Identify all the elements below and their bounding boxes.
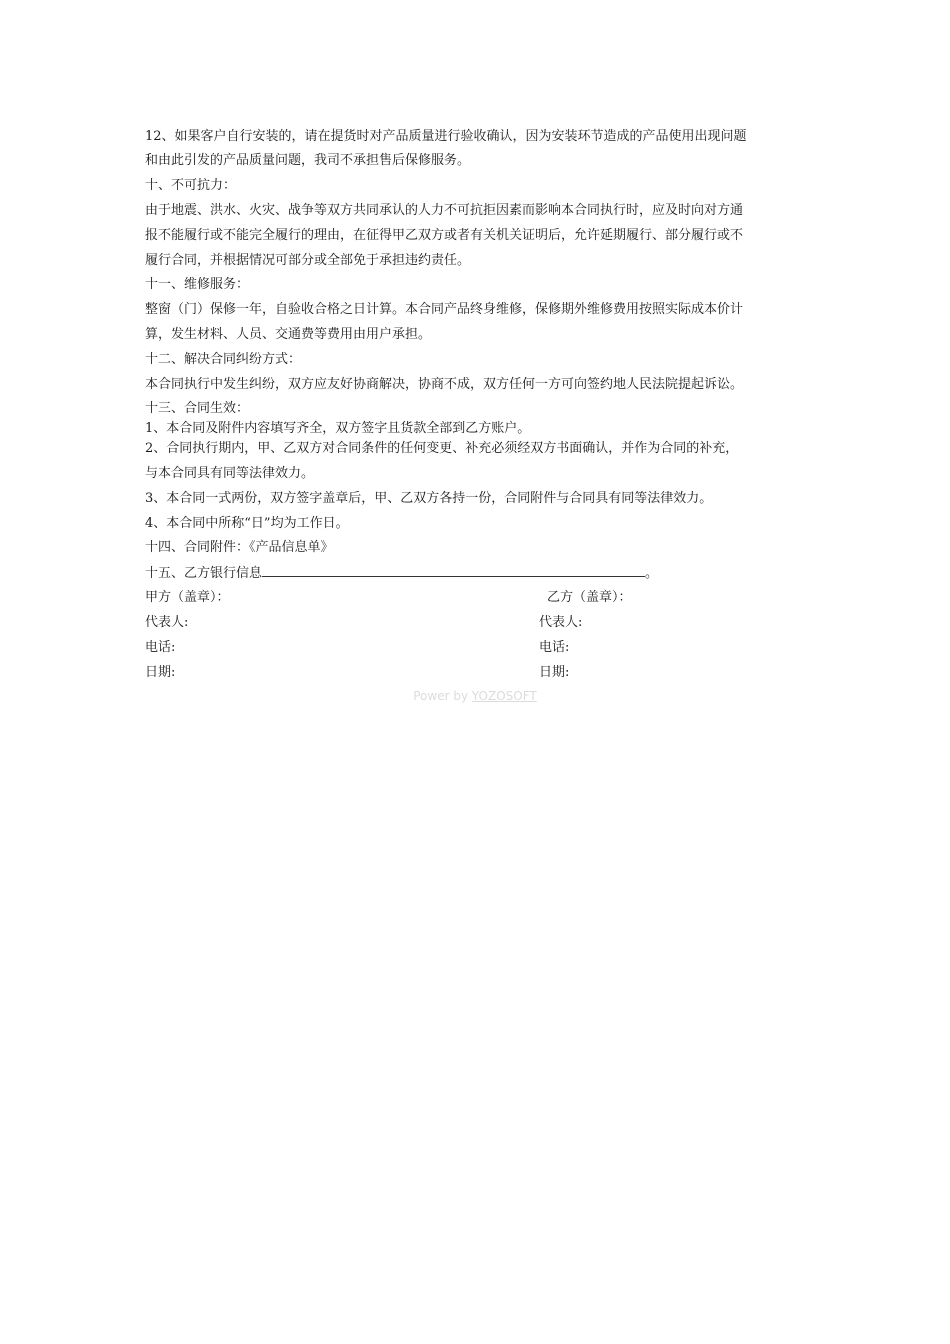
party-b-rep: 代表人: [539,615,583,630]
text-line: 与本合同具有同等法律效力。 [145,466,315,481]
section-heading: 十三、合同生效： [145,401,250,416]
text-line: 和由此引发的产品质量问题，我司不承担售后保修服务。 [145,153,471,168]
section-heading: 十二、解决合同纠纷方式： [145,352,302,367]
text-line: 本合同执行中发生纠纷，双方应友好协商解决，协商不成，双方任何一方可向签约地人民法院提起诉讼。 [145,377,744,392]
section-heading: 十、不可抗力： [145,178,237,193]
footer-prefix: Power by [413,689,472,703]
text-line: 报不能履行或不能完全履行的理由，在征得甲乙双方或者有关机关证明后，允许延期履行、部分履行或不 [145,228,744,243]
section-heading: 十一、维修服务： [145,277,250,292]
party-a-phone: 电话: [145,640,176,655]
text-line: 4、本合同中所称“日”均为工作日。 [145,516,349,531]
party-b-date: 日期: [539,665,570,680]
bank-info-end: 。 [645,566,659,581]
bank-info-label: 十五、乙方银行信息 [145,566,263,581]
party-a-rep: 代表人: [145,615,189,630]
section-heading: 十四、合同附件：《产品信息单》 [145,540,334,555]
text-line: 2、合同执行期内，甲、乙双方对合同条件的任何变更、补充必须经双方书面确认，并作为合同的补充， [145,441,739,456]
text-line: 1、本合同及附件内容填写齐全，双方签字且货款全部到乙方账户。 [145,421,531,436]
text-line: 算，发生材料、人员、交通费等费用由用户承担。 [145,327,432,342]
party-a-date: 日期: [145,665,176,680]
party-a-seal: 甲方（盖章）： [145,590,230,605]
text-line: 由于地震、洪水、火灾、战争等双方共同承认的人力不可抗拒因素而影响本合同执行时，应及时向对方通 [145,203,744,218]
text-line: 12、如果客户自行安装的，请在提货时对产品质量进行验收确认，因为安装环节造成的产品使用出现问题 [145,129,747,144]
footer-brand-link[interactable]: YOZOSOFT [471,689,537,703]
bank-info-blank [262,564,645,577]
bank-info-line [145,564,658,582]
text-line: 履行合同，并根据情况可部分或全部免于承担违约责任。 [145,253,471,268]
party-b-seal: 乙方（盖章）： [547,590,632,605]
text-line: 整窗（门）保修一年，自验收合格之日计算。本合同产品终身维修，保修期外维修费用按照实际成本价计 [145,302,744,317]
powered-by-footer [0,689,950,703]
party-b-phone: 电话: [539,640,570,655]
text-line: 3、本合同一式两份，双方签字盖章后，甲、乙双方各持一份，合同附件与合同具有同等法律效力。 [145,491,713,506]
